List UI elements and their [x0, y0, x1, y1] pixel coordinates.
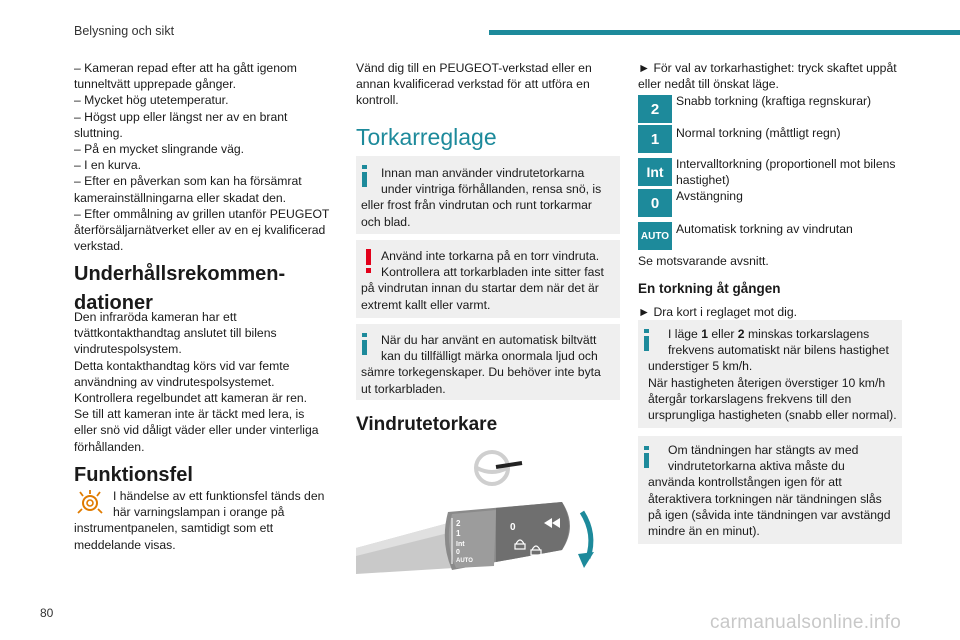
text-line: Om tändningen har stängts av med: [668, 443, 859, 457]
info-box: [638, 320, 902, 428]
speed-0-label: Avstängning: [676, 189, 743, 203]
wiper-control-heading: Torkarreglage: [356, 124, 497, 150]
text-line: När hastigheten återigen överstiger 10 km/h: [648, 375, 886, 390]
heading-line: Underhållsrekommen-: [74, 263, 286, 285]
text-line: Kontrollera regelbundet att kameran är ren.: [74, 391, 308, 406]
text-line: Den infraröda kameran har ett: [74, 310, 237, 324]
speed-int-label: [676, 156, 895, 188]
text-line: här varningslampan i orange på: [113, 505, 285, 520]
text-line: användning av vindrutespolsystemet.: [74, 374, 275, 389]
speed-auto-icon: AUTO: [638, 222, 672, 250]
page-number: 80: [40, 606, 54, 620]
see-also-text: Se motsvarande avsnitt.: [638, 254, 769, 268]
single-wipe-heading: En torkning åt gången: [638, 281, 781, 296]
list-item: – Högst upp eller längst ner av en brant: [74, 109, 288, 124]
list-item: verkstad.: [74, 239, 124, 254]
text-line: annan kvalificerad verkstad för att utföra en: [356, 77, 590, 92]
info-box: [638, 436, 902, 544]
text-line: återaktivera torkningen när tändningen slås: [648, 491, 882, 506]
text-line: understiger 5 km/h.: [648, 359, 753, 374]
maintenance-text: [74, 309, 336, 455]
text-line: Se till att kameran inte är täckt med lera, is: [74, 407, 305, 422]
single-wipe-step: ► Dra kort i reglaget mot dig.: [638, 305, 798, 319]
stalk-label-0: 0: [456, 549, 460, 556]
speed-1-icon: 1: [638, 125, 672, 153]
windscreen-wiper-heading: Vindrutetorkare: [356, 414, 498, 435]
text-line: I händelse av ett funktionsfel tänds den: [113, 489, 325, 503]
fault-heading: Funktionsfel: [74, 464, 193, 486]
list-item: sluttning.: [74, 125, 123, 140]
info-box: [356, 156, 620, 234]
text-line: ► För val av torkarhastighet: tryck skaftet uppåt: [638, 61, 897, 75]
stalk-ring-label-0: 0: [510, 522, 516, 533]
text-line: meddelande visas.: [74, 537, 176, 552]
speed-0-icon: 0: [638, 189, 672, 217]
list-item: – Mycket hög utetemperatur.: [74, 93, 229, 108]
text-line: Använd inte torkarna på en torr vindruta.: [381, 249, 600, 263]
text-line: Intervalltorkning (proportionell mot bilens: [676, 157, 896, 171]
text-line: När du har använt en automatisk biltvätt: [381, 333, 597, 347]
wiper-stalk-illustration: [356, 446, 606, 580]
speed-auto-label: Automatisk torkning av vindrutan: [676, 222, 853, 236]
intro-text: [356, 60, 622, 109]
text-line: Detta kontakthandtag körs vid var femte: [74, 358, 290, 373]
text-line: eller snö vid dåligt väder eller under vinterliga: [74, 423, 319, 438]
text-line: eller frost från vindrutan och runt torkarmar: [361, 198, 592, 213]
text-line: frekvens automatiskt när bilens hastighet: [668, 343, 889, 358]
text-line: förhållanden.: [74, 439, 145, 454]
text-line: Kontrollera att torkarbladen inte sitter fast: [381, 265, 604, 280]
text-line: vindrutespolsystem.: [74, 342, 182, 357]
speed-2-label: Snabb torkning (kraftiga regnskurar): [676, 94, 872, 108]
list-item: återförsäljarnätverket eller av en ej kvalificerad: [74, 223, 326, 238]
rotation-arrow-icon: [582, 512, 591, 558]
text-line: eller nedåt till önskat läge.: [638, 77, 779, 92]
text-line: Vänd dig till en PEUGEOT-verkstad eller en: [356, 61, 592, 75]
fault-text: [74, 488, 336, 553]
list-item: tunneltvätt upprepade gånger.: [74, 77, 236, 92]
text-line: I läge 1 eller 2 minskas torkarslagens: [668, 327, 870, 341]
text-line: och blad.: [361, 214, 411, 229]
header-accent-bar: [489, 30, 960, 35]
text-line: under vintriga förhållanden, rensa snö, is: [381, 182, 602, 197]
speed-int-icon: Int: [638, 158, 672, 186]
text-line: hastighet): [676, 173, 730, 188]
text-line: mindre än en minut).: [648, 524, 760, 539]
warning-box: [356, 240, 620, 318]
stalk-label-int: Int: [456, 541, 465, 548]
text-line: ut torkarbladen.: [361, 381, 446, 396]
list-item: – På en mycket slingrande väg.: [74, 142, 245, 157]
steering-wheel-icon: [476, 452, 522, 484]
speed-1-label: Normal torkning (måttligt regn): [676, 126, 841, 140]
section-title: Belysning och sikt: [74, 24, 175, 38]
text-line: tvättkontakthandtag anslutet till bilens: [74, 326, 277, 341]
list-item: – Kameran repad efter att ha gått igenom: [74, 61, 297, 75]
text-line: på vindrutan innan du startar dem när det är: [361, 281, 599, 296]
text-line: använda kontrollstången igen för att: [648, 475, 842, 490]
text-line: sämre torkegenskaper. Du behöver inte byta: [361, 365, 601, 380]
text-line: kan du tillfälligt märka onormala ljud och: [381, 349, 598, 364]
text-line: ursprungliga hastigheten (snabb eller normal).: [648, 408, 897, 423]
speed-select-text: [638, 60, 908, 92]
maintenance-heading: [74, 262, 285, 315]
stalk-label-1: 1: [456, 529, 461, 538]
heading-line: dationer: [74, 292, 153, 314]
speed-2-icon: 2: [638, 95, 672, 123]
stalk-label-2: 2: [456, 519, 461, 528]
text-line: extremt kallt eller varmt.: [361, 297, 491, 312]
text-line: vindrutetorkarna aktiva måste du: [668, 459, 845, 474]
text-line: Innan man använder vindrutetorkarna: [381, 166, 585, 180]
list-item: – Efter ommålning av grillen utanför PEUGEOT: [74, 206, 330, 221]
text-line: återgår torkarslagens frekvens till den: [648, 391, 852, 406]
list-item: kamerainställningarna eller skadat den.: [74, 190, 287, 205]
stalk-label-auto: AUTO: [456, 558, 473, 564]
text-line: instrumentpanelen, samtidigt som ett: [74, 521, 274, 536]
list-item: – I en kurva.: [74, 158, 142, 173]
watermark: carmanualsonline.info: [710, 612, 902, 633]
text-line: kontroll.: [356, 93, 399, 108]
info-box: [356, 324, 620, 400]
condition-list: [74, 60, 336, 254]
list-item: – Efter en påverkan som kan ha försämrat: [74, 174, 302, 189]
text-line: på igen (såvida inte tändningen var avstängd: [648, 507, 891, 522]
